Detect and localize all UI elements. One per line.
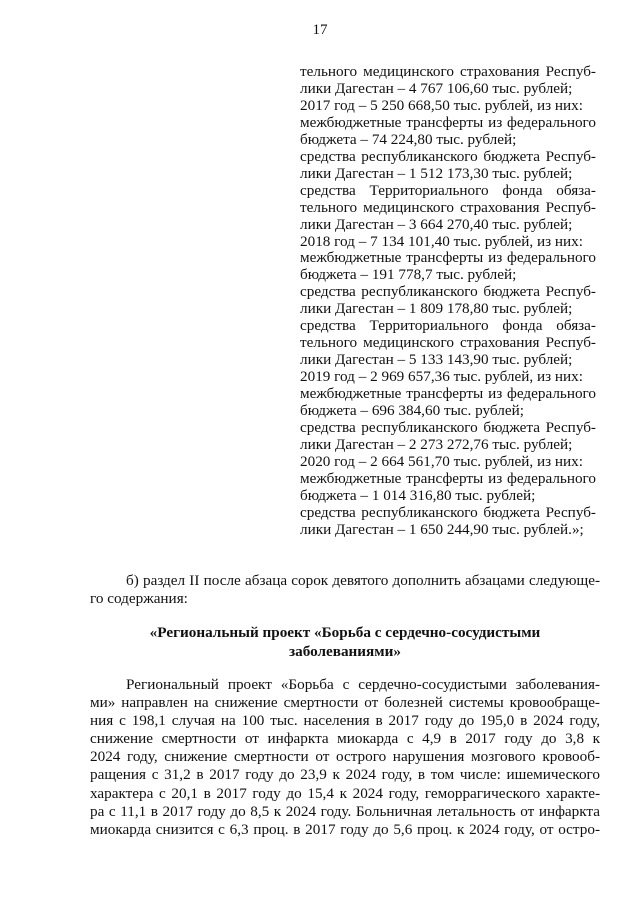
funding-line: лики Дагестан – 1 512 173,30 тыс. рублей; bbox=[300, 164, 573, 182]
funding-line: средства Территориального фонда обяза- bbox=[300, 317, 596, 335]
body-line: ми» направлен на снижение смертности от болезней системы кровообраще- bbox=[90, 694, 600, 712]
body-line: 2024 году, снижение смертности от острого нарушения мозгового кровооб- bbox=[90, 748, 600, 766]
funding-line: тельного медицинского страхования Респуб- bbox=[300, 334, 596, 352]
funding-line: 2018 год – 7 134 101,40 тыс. рублей, из них: bbox=[300, 232, 583, 250]
funding-line: 2020 год – 2 664 561,70 тыс. рублей, из них: bbox=[300, 452, 583, 470]
funding-line: 2017 год – 5 250 668,50 тыс. рублей, из них: bbox=[300, 96, 583, 114]
section-heading bbox=[90, 624, 600, 661]
funding-line: лики Дагестан – 5 133 143,90 тыс. рублей; bbox=[300, 351, 573, 369]
funding-line: лики Дагестан – 3 664 270,40 тыс. рублей; bbox=[300, 215, 573, 233]
funding-line: лики Дагестан – 4 767 106,60 тыс. рублей; bbox=[300, 79, 573, 97]
funding-line: лики Дагестан – 2 273 272,76 тыс. рублей; bbox=[300, 435, 573, 453]
funding-line: межбюджетные трансферты из федерального bbox=[300, 249, 596, 267]
funding-line: тельного медицинского страхования Респуб- bbox=[300, 63, 596, 80]
heading-line: заболеваниями» bbox=[289, 642, 401, 660]
funding-line: 2019 год – 2 969 657,36 тыс. рублей, из них: bbox=[300, 368, 583, 386]
heading-line: «Региональный проект «Борьба с сердечно-сосудистыми bbox=[149, 624, 541, 641]
body-line: ра с 11,1 в 2017 году до 8,5 к 2024 году. Больничная летальность от инфаркта bbox=[90, 802, 600, 820]
body-line: снижение смертности от инфаркта миокарда с 4,9 в 2017 году до 3,8 к bbox=[90, 730, 600, 748]
body-line: характера с 20,1 в 2017 году до 15,4 к 2024 году, геморрагического характе- bbox=[90, 784, 600, 802]
funding-line: тельного медицинского страхования Респуб- bbox=[300, 198, 596, 216]
funding-line: средства республиканского бюджета Респуб- bbox=[300, 283, 596, 301]
line-text: б) раздел II после абзаца сорок девятого дополнить абзацами следующе- bbox=[126, 572, 600, 589]
funding-breakdown-column bbox=[300, 64, 596, 539]
body-line: миокарда снизится с 6,3 проц. в 2017 году до 5,6 проц. к 2024 году, от остро- bbox=[90, 820, 600, 838]
intro-line: го содержания: bbox=[90, 590, 188, 608]
funding-line: межбюджетные трансферты из федерального bbox=[300, 113, 596, 131]
funding-line: бюджета – 191 778,7 тыс. рублей; bbox=[300, 266, 517, 284]
funding-line: бюджета – 74 224,80 тыс. рублей; bbox=[300, 130, 517, 148]
funding-line: средства республиканского бюджета Респуб- bbox=[300, 419, 596, 437]
body-line bbox=[90, 676, 600, 694]
funding-line: бюджета – 1 014 316,80 тыс. рублей; bbox=[300, 486, 536, 504]
funding-line: средства республиканского бюджета Респуб- bbox=[300, 503, 596, 521]
line-text: Региональный проект «Борьба с сердечно-сосудистыми заболевания- bbox=[126, 676, 600, 693]
funding-line: бюджета – 696 384,60 тыс. рублей; bbox=[300, 402, 524, 420]
body-line: ращения с 31,2 в 2017 году до 23,9 к 2024 году, в том числе: ишемического bbox=[90, 766, 600, 784]
funding-line: межбюджетные трансферты из федерального bbox=[300, 385, 596, 403]
amendment-intro-paragraph bbox=[90, 572, 600, 608]
body-line: ния с 198,1 случая на 100 тыс. населения в 2017 году до 195,0 в 2024 году, bbox=[90, 712, 600, 730]
project-description-paragraph bbox=[90, 676, 600, 839]
funding-line: лики Дагестан – 1 650 244,90 тыс. рублей.»; bbox=[300, 520, 584, 538]
intro-line bbox=[90, 572, 600, 590]
page-number: 17 bbox=[312, 22, 328, 38]
funding-line: лики Дагестан – 1 809 178,80 тыс. рублей; bbox=[300, 300, 573, 318]
funding-line: средства республиканского бюджета Респуб- bbox=[300, 147, 596, 165]
funding-line: межбюджетные трансферты из федерального bbox=[300, 469, 596, 487]
funding-line: средства Территориального фонда обяза- bbox=[300, 181, 596, 199]
